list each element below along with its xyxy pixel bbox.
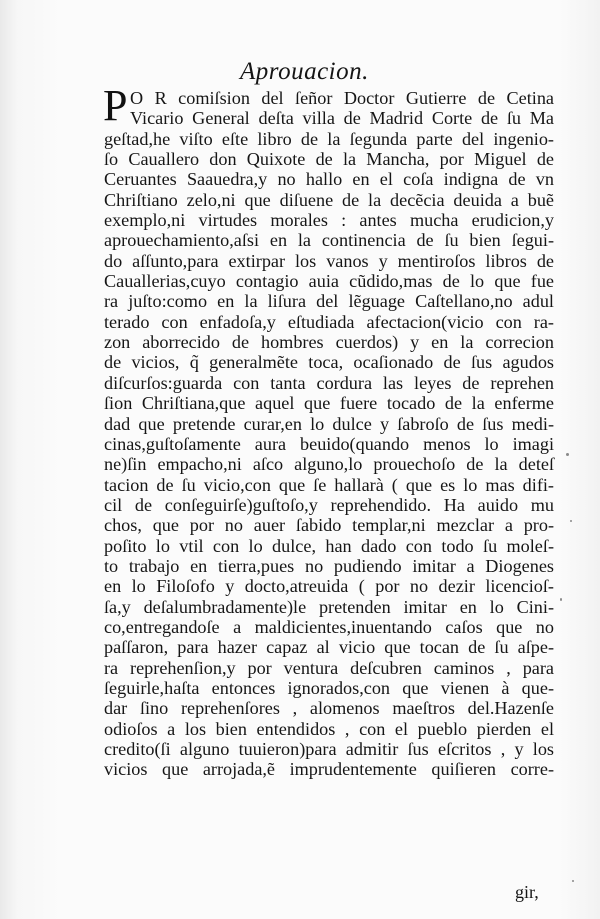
ink-speck [572,880,574,882]
text-line: odioſos a los bien entendidos , con el pueblo pierden el [104,718,554,739]
text-line: zon aborrecido de hombres cuerdos) y en la correcion [104,332,554,353]
text-line: to trabajo en tierra,pues no pudiendo imitar a Diogenes [104,555,554,576]
text-line: Ceruantes Saauedra,y no hallo en el coſa indigna de vn [104,169,554,190]
ink-speck [566,453,569,456]
text-line: terado con enfadoſa,y eſtudiada afectacion(vicio con ra- [104,311,554,332]
text-line: ſeguirle,haſta entonces ignorados,con que vienen à que- [104,677,554,698]
text-line: ſa,y deſalumbradamente)le pretenden imitar en lo Cini- [104,596,554,617]
text-line: cil de conſeguirſe)guſtoſo,y reprehendido. Ha auido mu [104,494,554,515]
text-line: paſſaron, para hazer capaz al vicio que tocan de ſu aſpe- [104,637,554,658]
text-line: ra reprehenſion,y por ventura deſcubren caminos , para [104,657,554,678]
catchword: gir, [515,882,539,902]
text-line: poſito lo vtil con lo dulce, han dado con todo ſu moleſ- [104,535,554,556]
text-line: aprouechamiento,aſsi en la continencia de ſu bien ſegui- [104,230,554,251]
text-line: credito(ſi alguno tuuieron)para admitir ſus eſcritos , y los [104,739,554,759]
text-line: chos, que por no auer ſabido templar,ni mezclar a pro- [104,515,554,536]
text-line: ſion Chriſtiana,que aquel que fuere tocado de la enferme [104,393,554,414]
text-line: dad que pretende curar,en lo dulce y ſabroſo de ſus medi- [104,413,554,434]
text-line: cinas,guſtoſamente aura beuido(quando menos lo imagi [104,433,554,454]
text-line: tacion de ſu vicio,con que ſe hallarà ( que es lo mas difi- [104,474,554,495]
text-line: ſo Cauallero don Quixote de la Mancha, por Miguel de [104,149,554,170]
drop-cap-letter: P [103,81,128,130]
text-line: co,entregandoſe a maldicientes,inuentando caſos que no [104,616,554,637]
text-line: ne)ſin empacho,ni aſco alguno,lo prouechoſo de la deteſ [104,454,554,475]
text-line: dar ſino reprehenſores , alomenos maeſtros del.Hazenſe [104,698,554,719]
text-line: O R comiſsion del ſeñor Doctor Gutierre de Cetina [130,88,554,108]
text-line: Chriſtiano zelo,ni que diſuene de la decẽcia deuida a buẽ [104,189,554,210]
text-line: en lo Filoſofo y docto,atreuida ( por no dezir licencioſ- [104,576,554,597]
text-line: diſcurſos:guarda con tanta cordura las leyes de reprehen [104,372,554,393]
text-line: do aſſunto,para extirpar los vanos y mentiroſos libros de [104,250,554,271]
page-heading: Aprouacion. [240,58,369,85]
text-line: geſtad,he viſto eſte libro de la ſegunda parte del ingenio- [104,128,554,149]
text-line: de vicios, q̃ generalmẽte toca, ocaſionado de ſus agudos [104,352,554,373]
ink-speck [570,520,572,522]
text-line: ra juſto:como en la liſura del lẽguage Caſtellano,no adul [104,291,554,312]
text-line: Cauallerias,cuyo contagio auia cũdido,mas de lo que fue [104,271,554,292]
text-line: exemplo,ni virtudes morales : antes mucha erudicion,y [104,210,554,231]
body-text [104,88,554,780]
text-line: vicios que arrojada,ẽ imprudentemente quiſieren corre- [104,759,554,780]
text-line: Vicario General deſta villa de Madrid Corte de ſu Ma [130,108,554,129]
ink-speck [560,598,562,601]
